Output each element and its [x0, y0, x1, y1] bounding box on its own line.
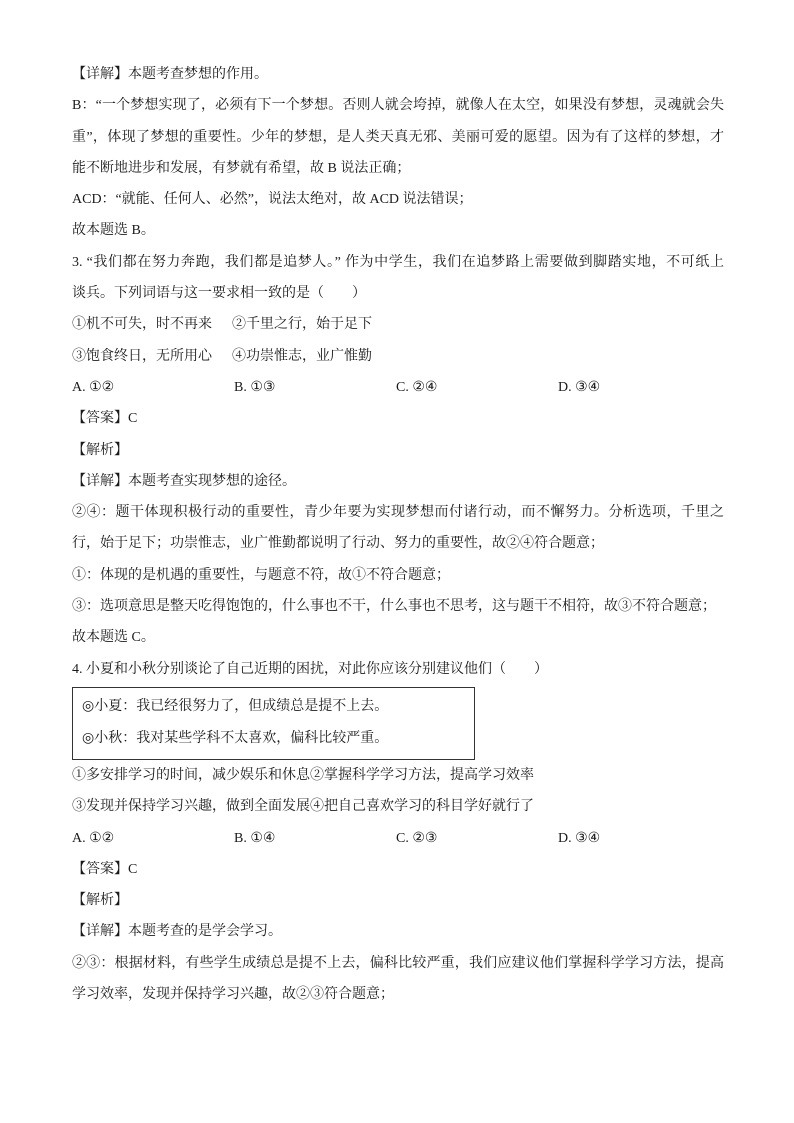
option-c: C. ②③	[396, 830, 438, 846]
option-a: A. ①②	[72, 379, 115, 395]
material-line: ◎小秋：我对某些学科不太喜欢，偏科比较严重。	[82, 731, 389, 747]
analysis-label: 【解析】	[72, 442, 128, 458]
explanation-line: ②④：题干体现积极行动的重要性，青少年要为实现梦想而付诸行动，而不懈努力。分析选项，千里之	[72, 505, 724, 521]
answer-value: C	[128, 861, 138, 877]
choice-item: ②千里之行，始于足下	[232, 317, 372, 333]
choice-items-row	[72, 760, 724, 791]
option-b: B. ①③	[234, 379, 276, 395]
conclusion-line: 故本题选 C。	[72, 630, 155, 646]
choice-items-row	[72, 309, 724, 340]
question-2-explanation	[72, 59, 724, 247]
choice-item: ①机不可失，时不再来	[72, 317, 212, 333]
explanation-line: 学习效率，发现并保持学习兴趣，故②③符合题意；	[72, 987, 394, 1003]
explanation-line: 能不断地进步和发展，有梦就有希望，故 B 说法正确；	[72, 160, 411, 176]
explanation-line: ②③：根据材料，有些学生成绩总是提不上去，偏科比较严重，我们应建议他们掌握科学学习方法，提高	[72, 955, 724, 971]
choice-item: ②掌握科学学习方法，提高学习效率	[310, 767, 534, 783]
question-stem-line: 4. 小夏和小秋分别谈论了自己近期的困扰，对此你应该分别建议他们（ ）	[72, 661, 548, 677]
explanation-line: B：“一个梦想实现了，必须有下一个梦想。否则人就会垮掉，就像人在太空，如果没有梦想，灵魂就会失	[72, 98, 724, 114]
detail-heading: 【详解】本题考查梦想的作用。	[72, 67, 268, 82]
answer-line	[72, 403, 724, 434]
detail-heading: 【详解】本题考查的是学会学习。	[72, 924, 282, 940]
answer-value: C	[128, 411, 138, 427]
explanation-line: ①：体现的是机遇的重要性，与题意不符，故①不符合题意；	[72, 567, 450, 583]
question-3	[72, 247, 724, 654]
page-content	[72, 59, 724, 1010]
analysis-label: 【解析】	[72, 893, 128, 909]
choice-item: ①多安排学习的时间，减少娱乐和休息	[72, 767, 310, 783]
explanation-line: ③：选项意思是整天吃得饱饱的，什么事也不干，什么事也不思考，这与题干不相符，故③不符合题意；	[72, 599, 716, 615]
answer-line	[72, 854, 724, 885]
detail-heading: 【详解】本题考查实现梦想的途径。	[72, 473, 296, 489]
option-b: B. ①④	[234, 830, 276, 846]
question-stem-line: 3. “我们都在努力奔跑，我们都是追梦人。” 作为中学生，我们在追梦路上需要做到脚踏实地，不可纸上	[72, 254, 724, 270]
answer-label: 【答案】	[72, 861, 128, 877]
choice-items-row	[72, 341, 724, 372]
explanation-line: 行，始于足下；功崇惟志，业广惟勤都说明了行动、努力的重要性，故②④符合题意；	[72, 536, 604, 552]
choice-item: ④功崇惟志，业广惟勤	[232, 348, 372, 364]
options-row	[72, 823, 724, 854]
question-4	[72, 654, 724, 1011]
choice-item: ③饱食终日，无所用心	[72, 348, 212, 364]
choice-item: ③发现并保持学习兴趣，做到全面发展	[72, 799, 310, 815]
choice-items-row	[72, 791, 724, 822]
options-row	[72, 372, 724, 403]
conclusion-line: 故本题选 B。	[72, 223, 155, 239]
option-a: A. ①②	[72, 830, 115, 846]
option-c: C. ②④	[396, 379, 438, 395]
answer-label: 【答案】	[72, 411, 128, 427]
explanation-line: 重”，体现了梦想的重要性。少年的梦想，是人类天真无邪、美丽可爱的愿望。因为有了这样的梦想，才	[72, 129, 724, 145]
option-d: D. ③④	[558, 830, 601, 846]
option-d: D. ③④	[558, 379, 601, 395]
material-line: ◎小夏：我已经很努力了，但成绩总是提不上去。	[82, 698, 389, 714]
choice-item: ④把自己喜欢学习的科目学好就行了	[310, 799, 534, 815]
material-box	[72, 687, 475, 760]
question-stem-line: 谈兵。下列词语与这一要求相一致的是（ ）	[72, 286, 366, 302]
explanation-line: ACD：“就能、任何人、必然”，说法太绝对，故 ACD 说法错误；	[72, 192, 473, 208]
